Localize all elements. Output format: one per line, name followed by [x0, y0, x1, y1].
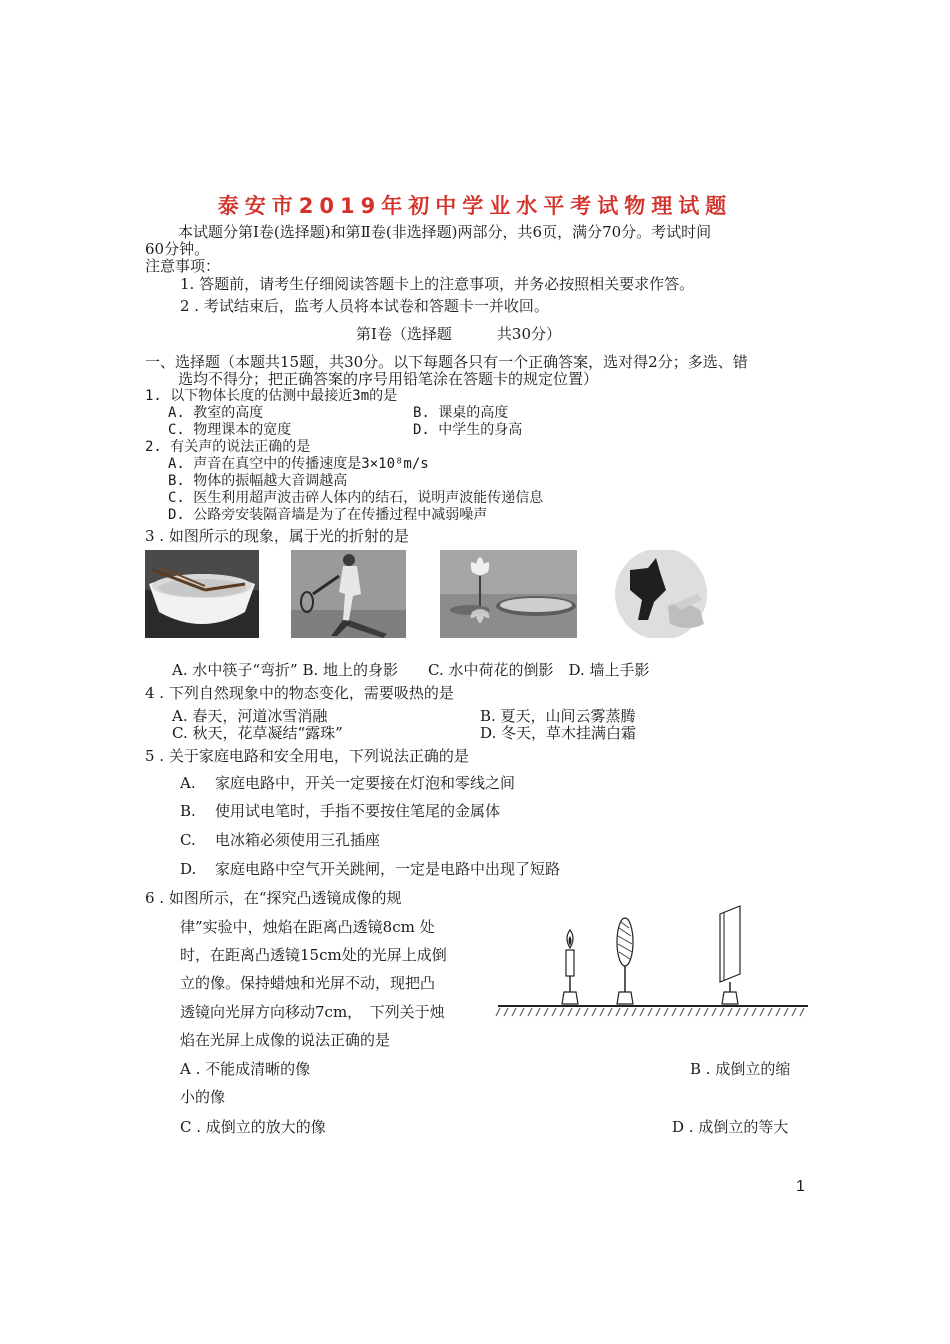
q5-option-a: 家庭电路中，开关一定要接在灯泡和零线之间 — [215, 774, 516, 792]
q2-option-b: B. 物体的振幅越大音调越高 — [168, 473, 348, 489]
lotus-reflection-photo — [440, 550, 577, 638]
lens-experiment-diagram — [494, 898, 812, 1024]
candle-icon — [562, 930, 578, 1004]
q6-stem-line-6: 焰在光屏上成像的说法正确的是 — [180, 1031, 391, 1049]
q5-option-c-label: C. — [180, 831, 196, 849]
note-2: 2 . 考试结束后，监考人员将本试卷和答题卡一并收回。 — [180, 297, 549, 315]
q2-stem: 2. 有关声的说法正确的是 — [145, 439, 311, 455]
q2-option-c: C. 医生利用超声波击碎人体内的结石，说明声波能传递信息 — [168, 490, 544, 506]
q6-stem-line-5: 透镜向光屏方向移动7cm， 下列关于烛 — [180, 1003, 445, 1021]
convex-lens-icon — [617, 918, 633, 1004]
q5-stem: 5 . 关于家庭电路和安全用电，下列说法正确的是 — [145, 747, 469, 765]
q4-option-d: D. 冬天，草木挂满白霜 — [480, 724, 637, 742]
part1-instruction-1: 一、选择题（本题共15题，共30分。以下每题各只有一个正确答案，选对得2分；多选、错 — [145, 353, 748, 371]
q4-option-b: B. 夏天，山间云雾蒸腾 — [480, 707, 636, 725]
q5-option-a-label: A. — [180, 774, 196, 792]
q5-option-b-label: B. — [180, 802, 196, 820]
light-screen-icon — [720, 906, 740, 1004]
intro-line-1: 本试题分第Ⅰ卷(选择题)和第Ⅱ卷(非选择题)两部分，共6页，满分70分。考试时间 — [178, 223, 712, 241]
q4-option-c: C. 秋天，花草凝结“露珠” — [172, 724, 343, 742]
bowl-chopsticks-photo — [145, 550, 259, 638]
q6-stem-line-3: 时，在距离凸透镜15cm处的光屏上成倒 — [180, 946, 447, 964]
intro-line-2: 60分钟。 — [145, 240, 210, 258]
q5-option-d-label: D. — [180, 860, 197, 878]
q6-option-b-cont: 小的像 — [180, 1088, 226, 1106]
q3-stem: 3 . 如图所示的现象，属于光的折射的是 — [145, 527, 409, 545]
q2-option-d: D. 公路旁安装隔音墙是为了在传播过程中减弱噪声 — [168, 507, 488, 523]
q6-option-a: A . 不能成清晰的像 — [180, 1060, 311, 1078]
q1-stem: 1. 以下物体长度的估测中最接近3m的是 — [145, 388, 398, 404]
q1-option-d: D. 中学生的身高 — [413, 422, 523, 438]
q5-option-d: 家庭电路中空气开关跳闸，一定是电路中出现了短路 — [215, 860, 561, 878]
q1-option-b: B. 课桌的高度 — [413, 405, 509, 421]
notes-heading: 注意事项： — [145, 257, 221, 275]
q1-option-c: C. 物理课本的宽度 — [168, 422, 292, 438]
tennis-shadow-photo — [291, 550, 406, 638]
part1-instruction-2: 选均不得分；把正确答案的序号用铅笔涂在答题卡的规定位置） — [178, 370, 599, 388]
q4-stem: 4 . 下列自然现象中的物态变化，需要吸热的是 — [145, 684, 454, 702]
q5-option-b: 使用试电笔时，手指不要按住笔尾的金属体 — [215, 802, 501, 820]
hand-shadow-photo — [608, 550, 714, 638]
section-title: 第Ⅰ卷（选择题 共30分） — [356, 325, 562, 343]
note-1: 1. 答题前，请考生仔细阅读答题卡上的注意事项，并务必按照相关要求作答。 — [180, 275, 695, 293]
q6-option-d: D . 成倒立的等大 — [672, 1118, 789, 1136]
q6-option-b: B . 成倒立的缩 — [690, 1060, 791, 1078]
q6-option-c: C . 成倒立的放大的像 — [180, 1118, 326, 1136]
q6-stem-line-1: 6 . 如图所示，在“探究凸透镜成像的规 — [145, 889, 402, 907]
q4-option-a: A. 春天，河道冰雪消融 — [172, 707, 328, 725]
page-number: 1 — [796, 1178, 805, 1195]
q6-stem-line-2: 律”实验中，烛焰在距离凸透镜8cm 处 — [180, 918, 435, 936]
q3-options: A. 水中筷子“弯折” B. 地上的身影 C. 水中荷花的倒影 D. 墙上手影 — [172, 661, 650, 679]
exam-title: 泰安市2019年初中学业水平考试物理试题 — [217, 194, 733, 218]
q2-option-a: A. 声音在真空中的传播速度是3×10⁸m/s — [168, 456, 429, 472]
q1-option-a: A. 教室的高度 — [168, 405, 264, 421]
q6-stem-line-4: 立的像。保持蜡烛和光屏不动，现把凸 — [180, 974, 436, 992]
q5-option-c: 电冰箱必须使用三孔插座 — [215, 831, 381, 849]
